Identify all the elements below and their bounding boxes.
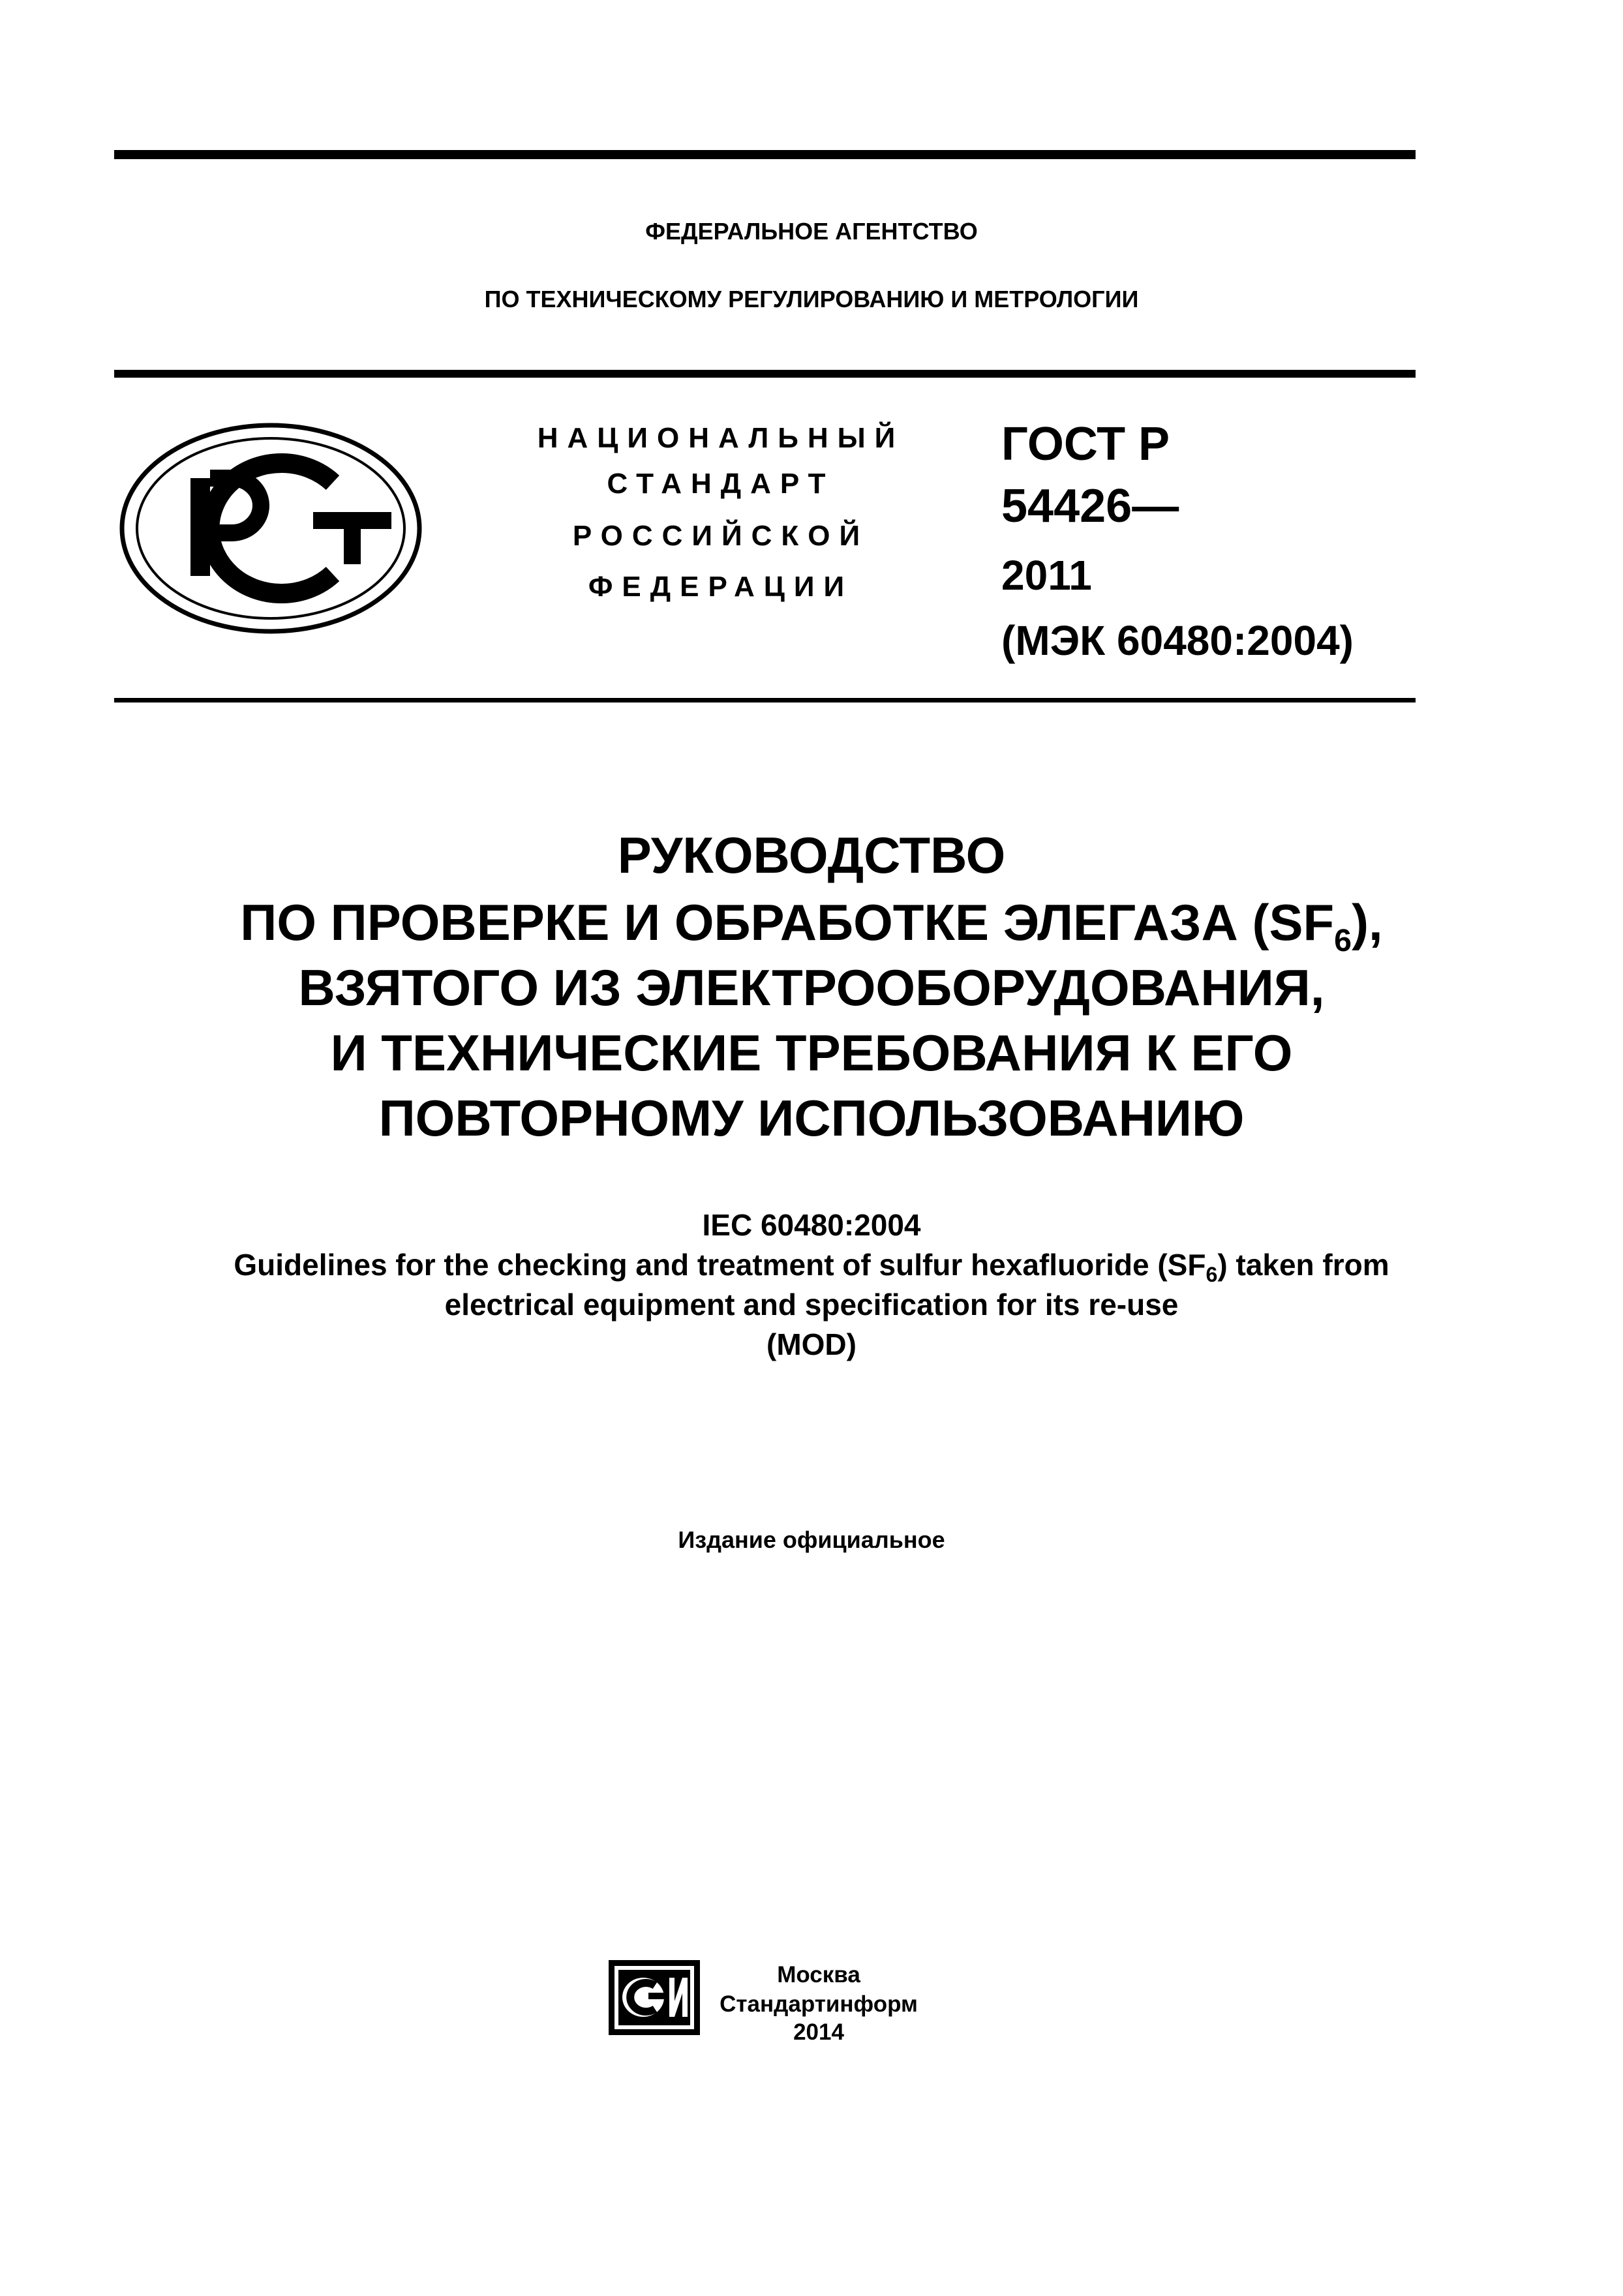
agency-line-1: ФЕДЕРАЛЬНОЕ АГЕНТСТВО — [645, 218, 978, 245]
standartinform-logo-icon — [605, 1957, 703, 2038]
top-rule — [114, 150, 1416, 159]
agency-line-2: ПО ТЕХНИЧЕСКОМУ РЕГУЛИРОВАНИЮ И МЕТРОЛОГИИ — [484, 286, 1139, 312]
title-line-1: РУКОВОДСТВО — [617, 826, 1006, 884]
title-line-2-text: ПО ПРОВЕРКЕ И ОБРАБОТКЕ ЭЛЕГАЗА (SF — [240, 894, 1335, 951]
publisher-year: 2014 — [793, 2019, 844, 2045]
english-mod: (MOD) — [766, 1327, 857, 1361]
title-line-2 — [0, 894, 1623, 958]
section-rule — [114, 698, 1416, 702]
title-line-4: И ТЕХНИЧЕСКИЕ ТРЕБОВАНИЯ К ЕГО — [330, 1024, 1293, 1081]
title-subscript: 6 — [1334, 922, 1352, 958]
national-standard-line-4: ФЕДЕРАЦИИ — [588, 571, 854, 603]
header-rule — [114, 370, 1416, 378]
publisher-name: Стандартинформ — [720, 1991, 918, 2017]
national-standard-line-3: РОССИЙСКОЙ — [572, 520, 870, 552]
title-line-2-end: ), — [1352, 894, 1383, 951]
title-line-3: ВЗЯТОГО ИЗ ЭЛЕКТРООБОРУДОВАНИЯ, — [298, 959, 1325, 1016]
english-title-line-1 — [0, 1248, 1623, 1286]
english-title-end: ) taken from — [1217, 1248, 1389, 1282]
publisher-city: Москва — [777, 1962, 860, 1987]
english-subscript: 6 — [1206, 1262, 1218, 1286]
english-title-line-2: electrical equipment and specification for its re-use — [444, 1288, 1179, 1322]
title-line-5: ПОВТОРНОМУ ИСПОЛЬЗОВАНИЮ — [378, 1089, 1245, 1147]
national-standard-line-2: СТАНДАРТ — [607, 468, 835, 500]
designation-line-4: (МЭК 60480:2004) — [1001, 617, 1354, 664]
national-standard-line-1: НАЦИОНАЛЬНЫЙ — [537, 422, 905, 454]
designation-line-3: 2011 — [1001, 552, 1092, 599]
english-title-text: Guidelines for the checking and treatment of sulfur hexafluoride (SF — [234, 1248, 1206, 1282]
rst-emblem-icon — [117, 421, 424, 636]
english-code: IEC 60480:2004 — [702, 1208, 921, 1242]
designation-line-1: ГОСТ Р — [1001, 418, 1170, 470]
edition-label: Издание официальное — [678, 1526, 945, 1553]
designation-line-2: 54426— — [1001, 480, 1179, 532]
